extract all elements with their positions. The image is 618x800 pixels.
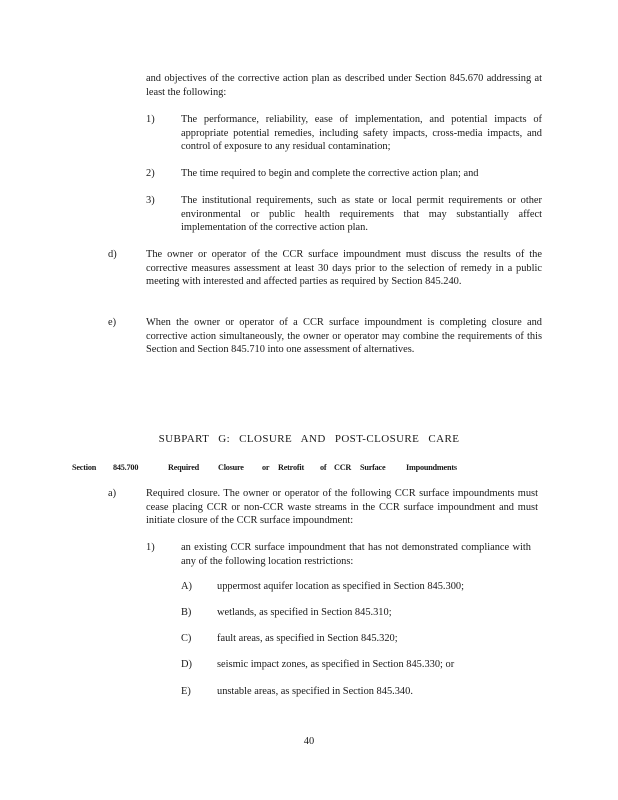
page-number: 40 xyxy=(303,736,315,747)
intro-paragraph: and objectives of the corrective action plan as described under Section 845.670 addressing at least the following: xyxy=(146,73,542,98)
sub-item-text: fault areas, as specified in Section 845.320; xyxy=(217,633,398,644)
section-title-word: Closure xyxy=(218,463,244,472)
list-item-text: The institutional requirements, such as state or local permit requirements or other environmental or public health requirements that may substantially affect implementation of the corrective action plan. xyxy=(181,195,542,234)
list-item-text: an existing CCR surface impoundment that has not demonstrated compliance with any of the following location restrictions: xyxy=(181,542,531,567)
sub-item-text: unstable areas, as specified in Section 845.340. xyxy=(217,686,413,697)
section-title-word: Surface xyxy=(360,463,386,472)
list-item-text: The time required to begin and complete the corrective action plan; and xyxy=(181,168,479,179)
sub-item-marker: C) xyxy=(181,633,192,644)
list-item-text: The performance, reliability, ease of implementation, and potential impacts of appropriate potential remedies, including safety impacts, cross-media impacts, and control of exposure to any residual contamination; xyxy=(181,114,542,153)
list-marker: 3) xyxy=(146,195,155,206)
sub-item-marker: D) xyxy=(181,659,192,670)
list-marker: 1) xyxy=(146,542,155,553)
paragraph-e-text: When the owner or operator of a CCR surface impoundment is completing closure and corrective action simultaneously, the owner or operator may combine the requirements of this Section and Section 845.710 into one assessment of alternatives. xyxy=(146,317,542,356)
paragraph-a-text: Required closure. The owner or operator of the following CCR surface impoundments must cease placing CCR or non-CCR waste streams in the CCR surface impoundment and must initiate closure of the CCR surface impoundment: xyxy=(146,488,538,527)
subpart-heading: SUBPART G: CLOSURE AND POST-CLOSURE CARE xyxy=(158,433,460,445)
section-number: 845.700 xyxy=(113,463,139,472)
paragraph-marker: d) xyxy=(108,249,117,260)
paragraph-marker: a) xyxy=(108,488,117,499)
sub-item-text: seismic impact zones, as specified in Section 845.330; or xyxy=(217,659,455,670)
section-title-word: Required xyxy=(168,463,200,472)
sub-item-text: wetlands, as specified in Section 845.310; xyxy=(217,607,392,618)
sub-item-text: uppermost aquifer location as specified in Section 845.300; xyxy=(217,581,465,592)
list-marker: 1) xyxy=(146,114,155,125)
section-title-word: CCR xyxy=(334,463,352,472)
section-title-word: Impoundments xyxy=(406,463,457,472)
section-title-word: of xyxy=(320,463,327,472)
section-title-word: Retrofit xyxy=(278,463,304,472)
sub-item-marker: A) xyxy=(181,581,192,592)
sub-item-marker: B) xyxy=(181,607,192,618)
section-title-word: or xyxy=(262,463,270,472)
paragraph-d-text: The owner or operator of the CCR surface impoundment must discuss the results of the corrective measures assessment at least 30 days prior to the selection of remedy in a public meeting with interested and affected parties as required by Section 845.240. xyxy=(146,249,542,288)
section-label: Section xyxy=(72,463,97,472)
list-marker: 2) xyxy=(146,168,155,179)
sub-item-marker: E) xyxy=(181,686,191,697)
paragraph-marker: e) xyxy=(108,317,117,328)
